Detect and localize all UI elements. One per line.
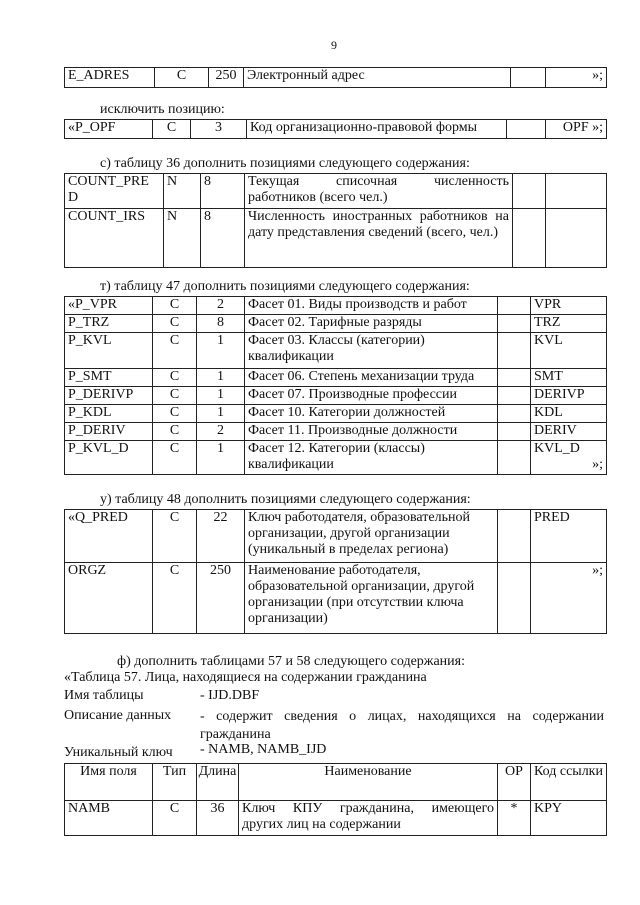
field-name: COUNT_PRE D	[65, 174, 164, 209]
page-number: 9	[331, 38, 337, 52]
field-description-text: Фасет 11. Производные должности	[248, 423, 458, 438]
field-description-text: Фасет 02. Тарифные разряды	[248, 315, 422, 330]
field-length-text: 1	[217, 405, 224, 420]
closing-quote: »;	[592, 563, 603, 578]
table-e-adres	[64, 67, 607, 88]
field-ref	[546, 174, 607, 209]
field-op	[498, 297, 531, 315]
field-name	[65, 369, 153, 387]
field-type	[153, 510, 197, 563]
table-row	[65, 333, 607, 369]
field-description: Код организационно-правовой формы	[247, 120, 507, 139]
field-ref: OPF »;	[546, 120, 607, 139]
field-length: 3	[191, 120, 247, 139]
field-type-text: C	[169, 405, 180, 420]
field-name: «P_OPF	[65, 120, 153, 139]
table-name-label: Имя таблицы	[64, 688, 144, 703]
field-length-text: 2	[217, 423, 224, 438]
field-description-text: Фасет 07. Производные профессии	[248, 387, 458, 402]
field-description	[245, 369, 498, 387]
field-name-text: ORGZ	[68, 563, 107, 578]
field-description-text: Фасет 12. Категории (классы) квалификации	[248, 441, 425, 472]
field-ref: »;	[546, 68, 607, 88]
description-label: Описание данных	[64, 708, 172, 723]
field-length-text: 1	[217, 369, 224, 384]
header-field-name: Имя поля	[65, 764, 153, 801]
field-description: Текущая списочная численность работников (всего чел.)	[245, 174, 513, 209]
field-ref	[531, 510, 607, 563]
field-length-text: 8	[217, 315, 224, 330]
table-row	[65, 563, 607, 634]
table-47	[64, 296, 607, 475]
description-value: - содержит сведения о лицах, находящихся на содержании гражданина	[200, 709, 604, 742]
table-row	[65, 387, 607, 405]
field-type: C	[155, 68, 209, 88]
field-name	[65, 423, 153, 441]
field-length	[197, 441, 245, 475]
field-description	[245, 297, 498, 315]
field-type	[153, 563, 197, 634]
header-op: ОР	[498, 764, 531, 801]
field-ref	[531, 405, 607, 423]
field-type	[153, 315, 197, 333]
exclude-label: исключить позицию:	[100, 102, 225, 117]
field-ref-text: VPR	[534, 297, 562, 312]
field-length: 36	[197, 801, 239, 836]
field-length	[197, 387, 245, 405]
field-type-text: C	[169, 369, 180, 384]
field-type: N	[164, 209, 201, 268]
field-length-text: 250	[210, 563, 231, 578]
field-type-text: C	[169, 510, 180, 525]
field-op	[498, 441, 531, 475]
field-name	[65, 510, 153, 563]
field-op	[498, 423, 531, 441]
field-ref-text: KVL	[534, 333, 563, 348]
field-op: *	[498, 801, 531, 836]
field-name-text: P_DERIVP	[68, 387, 134, 402]
table-row	[65, 510, 607, 563]
field-name-text: P_DERIV	[68, 423, 126, 438]
field-type	[153, 333, 197, 369]
header-type: Тип	[153, 764, 197, 801]
field-op	[513, 174, 546, 209]
field-description: Численность иностранных работников на дату представления сведений (всего, чел.)	[245, 209, 513, 268]
field-length-text: 1	[217, 441, 224, 456]
field-length	[197, 315, 245, 333]
field-type	[153, 405, 197, 423]
field-description	[245, 423, 498, 441]
field-name-text: P_KVL_D	[68, 441, 129, 456]
field-length	[197, 510, 245, 563]
field-ref-text: DERIVP	[534, 387, 585, 402]
field-description-text: Ключ работодателя, образовательной организации, другой организации (уникальный в пределах региона)	[248, 510, 470, 557]
field-op	[498, 315, 531, 333]
table-row	[65, 174, 607, 209]
field-op	[513, 209, 546, 268]
table-row	[65, 120, 607, 139]
section-c-heading: с) таблицу 36 дополнить позициями следующего содержания:	[100, 156, 470, 171]
field-ref	[531, 315, 607, 333]
field-description-text: Фасет 10. Категории должностей	[248, 405, 446, 420]
field-ref-text: KVL_D	[534, 441, 580, 456]
table-57-title: «Таблица 57. Лица, находящиеся на содержании гражданина	[64, 670, 427, 685]
field-op	[511, 68, 546, 88]
table-header-row	[65, 764, 607, 801]
field-name-text: P_KDL	[68, 405, 112, 420]
field-ref	[546, 209, 607, 268]
field-description-text: Фасет 06. Степень механизации труда	[248, 369, 475, 384]
field-length-text: 22	[213, 510, 228, 525]
field-type	[153, 423, 197, 441]
header-ref-code: Код ссылки	[531, 764, 607, 801]
field-name	[65, 315, 153, 333]
field-name	[65, 405, 153, 423]
field-name-text: «Q_PRED	[68, 510, 128, 525]
table-row	[65, 209, 607, 268]
field-description	[245, 405, 498, 423]
field-length	[197, 563, 245, 634]
section-f-heading: ф) дополнить таблицами 57 и 58 следующего содержания:	[117, 654, 465, 669]
field-type: C	[153, 120, 191, 139]
field-op	[498, 510, 531, 563]
field-type	[153, 387, 197, 405]
unique-key-value: - NAMB, NAMB_IJD	[200, 742, 327, 757]
field-ref	[531, 333, 607, 369]
field-type: C	[153, 801, 197, 836]
field-type-text: C	[169, 315, 180, 330]
header-length: Длина	[197, 764, 239, 801]
field-name-text: P_TRZ	[68, 315, 110, 330]
table-row	[65, 405, 607, 423]
table-row	[65, 315, 607, 333]
field-description	[245, 563, 498, 634]
field-type-text: C	[169, 387, 180, 402]
table-row	[65, 423, 607, 441]
field-type-text: C	[169, 441, 180, 456]
field-name: NAMB	[65, 801, 153, 836]
field-type	[153, 369, 197, 387]
field-op	[498, 405, 531, 423]
field-type-text: C	[169, 423, 180, 438]
field-length-text: 1	[217, 387, 224, 402]
field-ref	[531, 441, 607, 475]
field-name	[65, 333, 153, 369]
field-type	[153, 441, 197, 475]
field-length	[197, 297, 245, 315]
field-name	[65, 441, 153, 475]
field-ref-text: PRED	[534, 510, 570, 525]
field-name	[65, 387, 153, 405]
section-u-heading: у) таблицу 48 дополнить позициями следующего содержания:	[100, 492, 471, 507]
table-row	[65, 369, 607, 387]
field-op	[507, 120, 546, 139]
field-ref-text: KDL	[534, 405, 563, 420]
table-p-opf	[64, 119, 607, 139]
table-row	[65, 801, 607, 836]
field-description: Электронный адрес	[244, 68, 511, 88]
field-name-text: «P_VPR	[68, 297, 118, 312]
table-row	[65, 441, 607, 475]
field-description	[245, 333, 498, 369]
field-ref	[531, 423, 607, 441]
field-ref	[531, 563, 607, 634]
field-ref	[531, 297, 607, 315]
field-description: Ключ КПУ гражданина, имеющего других лиц на содержании	[239, 801, 498, 836]
field-ref	[531, 369, 607, 387]
field-length	[197, 405, 245, 423]
field-description	[245, 441, 498, 475]
field-name: COUNT_IRS	[65, 209, 164, 268]
table-name-value: - IJD.DBF	[200, 688, 260, 703]
field-ref: KPY	[531, 801, 607, 836]
field-ref	[531, 387, 607, 405]
field-description	[245, 315, 498, 333]
table-57	[64, 763, 607, 836]
field-length	[197, 423, 245, 441]
field-type	[153, 297, 197, 315]
table-row	[65, 297, 607, 315]
field-op	[498, 333, 531, 369]
field-length: 250	[209, 68, 244, 88]
field-type: N	[164, 174, 201, 209]
field-name: E_ADRES	[65, 68, 155, 88]
field-length: 8	[201, 174, 245, 209]
field-description	[245, 510, 498, 563]
field-type-text: C	[169, 297, 180, 312]
field-name-text: P_KVL	[68, 333, 112, 348]
field-type-text: C	[169, 563, 180, 578]
field-description	[245, 387, 498, 405]
field-type-text: C	[169, 333, 180, 348]
closing-quote: »;	[592, 457, 603, 472]
field-ref-text: TRZ	[534, 315, 561, 330]
field-description-text: Фасет 03. Классы (категории) квалификации	[248, 333, 425, 364]
section-t-heading: т) таблицу 47 дополнить позициями следующего содержания:	[100, 279, 470, 294]
field-length	[197, 369, 245, 387]
field-length: 8	[201, 209, 245, 268]
field-name	[65, 563, 153, 634]
field-length-text: 1	[217, 333, 224, 348]
table-row	[65, 68, 607, 88]
field-name	[65, 297, 153, 315]
field-op	[498, 369, 531, 387]
field-name-text: P_SMT	[68, 369, 112, 384]
field-length-text: 2	[217, 297, 224, 312]
field-op	[498, 563, 531, 634]
field-length	[197, 333, 245, 369]
field-description-text: Фасет 01. Виды производств и работ	[248, 297, 467, 312]
table-48	[64, 509, 607, 634]
field-op	[498, 387, 531, 405]
unique-key-label: Уникальный ключ	[64, 745, 173, 760]
field-ref-text: SMT	[534, 369, 563, 384]
field-ref-text: DERIV	[534, 423, 577, 438]
header-name: Наименование	[239, 764, 498, 801]
field-description-text: Наименование работодателя, образовательной организации, другой организации (при отсутствии ключа организации)	[248, 563, 475, 626]
table-36	[64, 173, 607, 268]
